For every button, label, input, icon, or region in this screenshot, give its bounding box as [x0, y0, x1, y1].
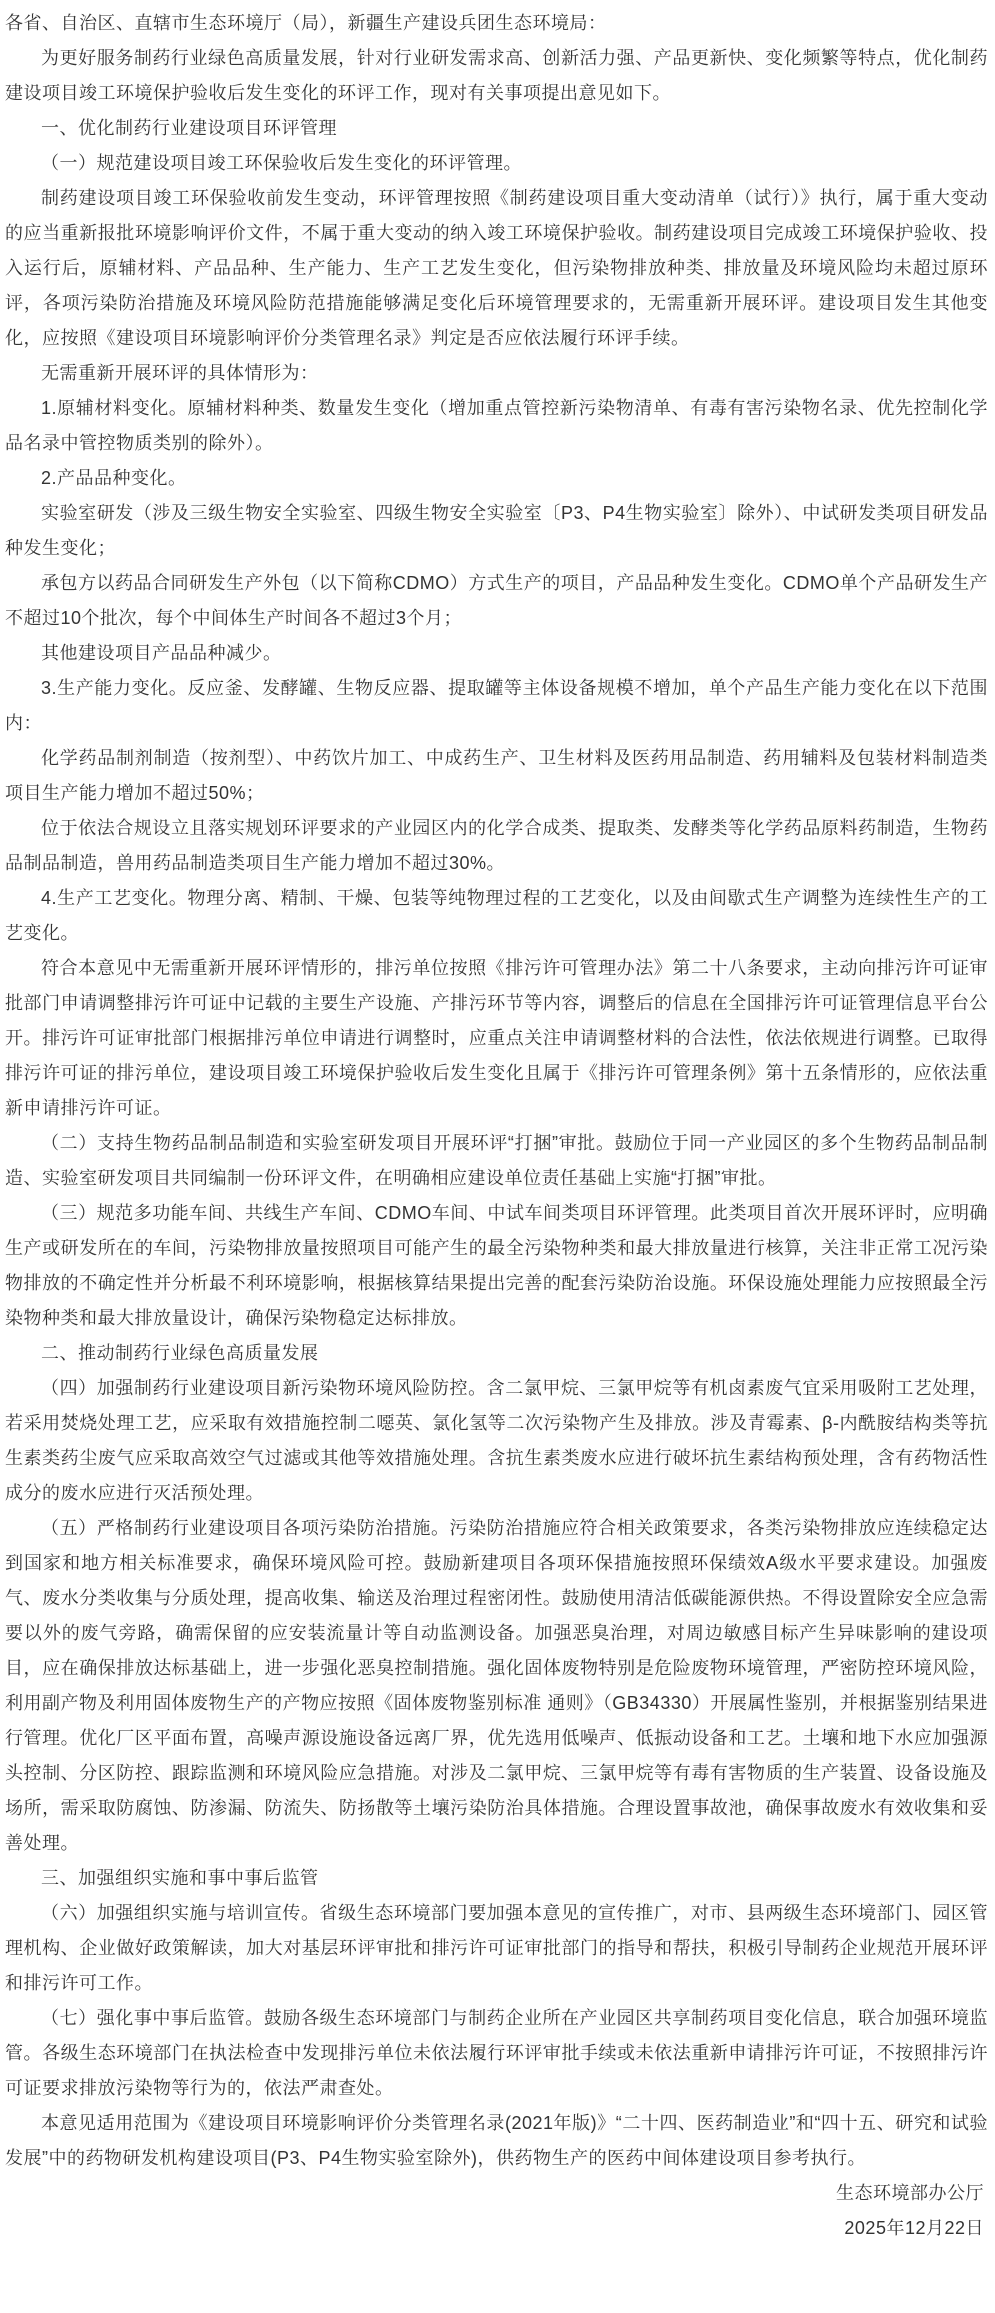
list-item-2-detail-lab: 实验室研发（涉及三级生物安全实验室、四级生物安全实验室〔P3、P4生物实验室〕除外）、中试研发类项目研发品种发生变化；	[5, 503, 988, 558]
item-7-heading-body: （七）强化事中事后监管。鼓励各级生态环境部门与制药企业所在产业园区共享制药项目变化信息，联合加强环境监管。各级生态环境部门在执法检查中发现排污单位未依法履行环评审批手续或未依法重新申请排污许可证，不按照排污许可证要求排放污染物等行为的，依法严肃查处。	[5, 2008, 988, 2098]
intro-paragraph: 为更好服务制药行业绿色高质量发展，针对行业研发需求高、创新活力强、产品更新快、变化频繁等特点，优化制药建设项目竣工环境保护验收后发生变化的环评工作，现对有关事项提出意见如下。	[5, 48, 988, 103]
item-5-heading-body: （五）严格制药行业建设项目各项污染防治措施。污染防治措施应符合相关政策要求，各类污染物排放应连续稳定达到国家和地方相关标准要求，确保环境风险可控。鼓励新建项目各项环保措施按照环保绩效A级水平要求建设。加强废气、废水分类收集与分质处理，提高收集、输送及治理过程密闭性。鼓励使用清洁低碳能源供热。不得设置除安全应急需要以外的废气旁路，确需保留的应安装流量计等自动监测设备。加强恶臭治理，对周边敏感目标产生异味影响的建设项目，应在确保排放达标基础上，进一步强化恶臭控制措施。强化固体废物特别是危险废物环境管理，严密防控环境风险，利用副产物及利用固体废物生产的产物应按照《固体废物鉴别标准 通则》（GB34330）开展属性鉴别，并根据鉴别结果进行管理。优化厂区平面布置，高噪声源设施设备远离厂界，优先选用低噪声、低振动设备和工艺。土壤和地下水应加强源头控制、分区防控、跟踪监测和环境风险应急措施。对涉及二氯甲烷、三氯甲烷等有毒有害物质的生产装置、设备设施及场所，需采取防腐蚀、防渗漏、防流失、防扬散等土壤污染防治具体措施。合理设置事故池，确保事故废水有效收集和妥善处理。	[5, 1518, 988, 1853]
list-item-3-detail-30pct: 位于依法合规设立且落实规划环评要求的产业园区内的化学合成类、提取类、发酵类等化学药品原料药制造，生物药品制品制造，兽用药品制造类项目生产能力增加不超过30%。	[5, 818, 988, 873]
scope-paragraph: 本意见适用范围为《建设项目环境影响评价分类管理名录(2021年版)》“二十四、医药制造业”和“四十五、研究和试验发展”中的药物研发机构建设项目(P3、P4生物实验室除外)，供药物生产的医药中间体建设项目参考执行。	[5, 2113, 988, 2168]
section-1-heading: 一、优化制药行业建设项目环评管理	[41, 118, 337, 138]
item-3-heading-body: （三）规范多功能车间、共线生产车间、CDMO车间、中试车间类项目环评管理。此类项目首次开展环评时，应明确生产或研发所在的车间，污染物排放量按照项目可能产生的最全污染物种类和最大排放量进行核算，关注非正常工况污染物排放的不确定性并分析最不利环境影响，根据核算结果提出完善的配套污染防治设施。环保设施处理能力应按照最全污染物种类和最大排放量设计，确保污染物稳定达标排放。	[5, 1203, 988, 1328]
item-1-body: 制药建设项目竣工环保验收前发生变动，环评管理按照《制药建设项目重大变动清单（试行）》执行，属于重大变动的应当重新报批环境影响评价文件，不属于重大变动的纳入竣工环境保护验收。制药建设项目完成竣工环境保护验收、投入运行后，原辅材料、产品品种、生产能力、生产工艺发生变化，但污染物排放种类、排放量及环境风险均未超过原环评，各项污染防治措施及环境风险防范措施能够满足变化后环境管理要求的，无需重新开展环评。建设项目发生其他变化，应按照《建设项目环境影响评价分类管理名录》判定是否应依法履行环评手续。	[5, 188, 988, 348]
item-1-heading: （一）规范建设项目竣工环保验收后发生变化的环评管理。	[41, 153, 522, 173]
list-item-3-capacity: 3.生产能力变化。反应釜、发酵罐、生物反应器、提取罐等主体设备规模不增加，单个产品生产能力变化在以下范围内：	[5, 678, 988, 733]
permit-adjustment-paragraph: 符合本意见中无需重新开展环评情形的，排污单位按照《排污许可管理办法》第二十八条要求，主动向排污许可证审批部门申请调整排污许可证中记载的主要生产设施、产排污环节等内容，调整后的信息在全国排污许可证管理信息平台公开。排污许可证审批部门根据排污单位申请进行调整时，应重点关注申请调整材料的合法性，依法依规进行调整。已取得排污许可证的排污单位，建设项目竣工环境保护验收后发生变化且属于《排污许可管理条例》第十五条情形的，应依法重新申请排污许可证。	[5, 958, 988, 1118]
list-item-2-products: 2.产品品种变化。	[41, 468, 187, 488]
item-2-heading-body: （二）支持生物药品制品制造和实验室研发项目开展环评“打捆”审批。鼓励位于同一产业园区的多个生物药品制品制造、实验室研发项目共同编制一份环评文件，在明确相应建设单位责任基础上实施“打捆”审批。	[5, 1133, 988, 1188]
list-item-4-process: 4.生产工艺变化。物理分离、精制、干燥、包装等纯物理过程的工艺变化，以及由间歇式生产调整为连续性生产的工艺变化。	[5, 888, 988, 943]
section-2-heading: 二、推动制药行业绿色高质量发展	[41, 1343, 319, 1363]
list-item-1-materials: 1.原辅材料变化。原辅材料种类、数量发生变化（增加重点管控新污染物清单、有毒有害污染物名录、优先控制化学品名录中管控物质类别的除外）。	[5, 398, 988, 453]
list-item-2-detail-cdmo: 承包方以药品合同研发生产外包（以下简称CDMO）方式生产的项目，产品品种发生变化。CDMO单个产品研发生产不超过10个批次，每个中间体生产时间各不超过3个月；	[5, 573, 988, 628]
item-4-heading-body: （四）加强制药行业建设项目新污染物环境风险防控。含二氯甲烷、三氯甲烷等有机卤素废气宜采用吸附工艺处理，若采用焚烧处理工艺，应采取有效措施控制二噁英、氯化氢等二次污染物产生及排放。涉及青霉素、β-内酰胺结构类等抗生素类药尘废气应采取高效空气过滤或其他等效措施处理。含抗生素类废水应进行破坏抗生素结构预处理，含有药物活性成分的废水应进行灭活预处理。	[5, 1378, 988, 1503]
signature-org: 生态环境部办公厅	[836, 2183, 984, 2203]
list-item-3-detail-50pct: 化学药品制剂制造（按剂型）、中药饮片加工、中成药生产、卫生材料及医药用品制造、药用辅料及包装材料制造类项目生产能力增加不超过50%；	[5, 748, 988, 803]
item-6-heading-body: （六）加强组织实施与培训宣传。省级生态环境部门要加强本意见的宣传推广，对市、县两级生态环境部门、园区管理机构、企业做好政策解读，加大对基层环评审批和排污许可证审批部门的指导和帮扶，积极引导制药企业规范开展环评和排污许可工作。	[5, 1903, 988, 1993]
no-reassessment-lead: 无需重新开展环评的具体情形为：	[41, 363, 319, 383]
salutation: 各省、自治区、直辖市生态环境厅（局），新疆生产建设兵团生态环境局：	[5, 13, 607, 33]
list-item-2-detail-other: 其他建设项目产品品种减少。	[41, 643, 282, 663]
signature-date: 2025年12月22日	[844, 2218, 984, 2238]
section-3-heading: 三、加强组织实施和事中事后监管	[41, 1868, 319, 1888]
